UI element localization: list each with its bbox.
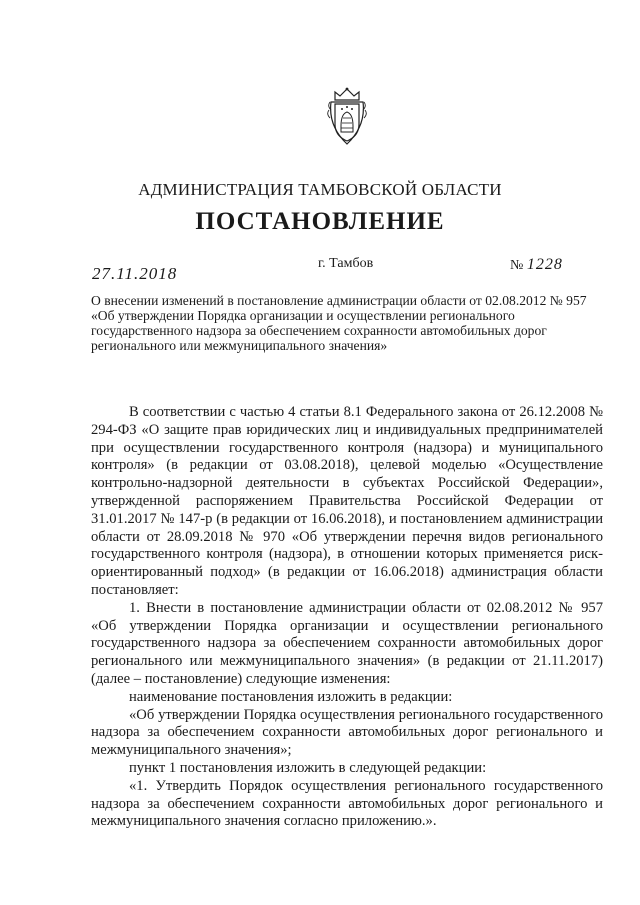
- document-date: 27.11.2018: [92, 264, 178, 283]
- document-subject: О внесении изменений в постановление администрации области от 02.08.2012 № 957 «Об утверждении Порядка организации и осуществлении регионального государственного надзора за обеспечением сохранности автомобильных дорог регионального или межмуниципального значения»: [91, 293, 587, 353]
- paragraph: 1. Внести в постановление администрации области от 02.08.2012 № 957 «Об утверждении Порядка организации и осуществлении регионального государственного надзора за обеспечением сохранности автомобильных дорог регионального или межмуниципального значения» (в редакции от 21.11.2017) (далее – постановление) следующие изменения:: [91, 599, 603, 687]
- number-value: 1228: [526, 256, 563, 273]
- document-number: [510, 256, 563, 274]
- paragraph: «1. Утвердить Порядок осуществления регионального государственного надзора за обеспечением сохранности автомобильных дорог регионального и межмуниципального значения согласно приложению.».: [91, 777, 603, 830]
- paragraph: наименование постановления изложить в редакции:: [129, 688, 453, 705]
- coat-of-arms-icon: [326, 86, 368, 148]
- organization-name: АДМИНИСТРАЦИЯ ТАМБОВСКОЙ ОБЛАСТИ: [138, 180, 502, 199]
- paragraph: пункт 1 постановления изложить в следующей редакции:: [129, 759, 487, 776]
- document-title: ПОСТАНОВЛЕНИЕ: [195, 208, 445, 235]
- document-body: [91, 404, 603, 831]
- document-city: г. Тамбов: [318, 256, 374, 271]
- paragraph: «Об утверждении Порядка осуществления регионального государственного надзора за обеспечением сохранности автомобильных дорог регионального и межмуниципального значения»;: [91, 706, 603, 759]
- number-prefix: №: [510, 258, 524, 273]
- paragraph: В соответствии с частью 4 статьи 8.1 Федерального закона от 26.12.2008 № 294-ФЗ «О защите прав юридических лиц и индивидуальных предпринимателей при осуществлении государственного контроля (надзора) и муниципального контроля» (в редакции от 03.08.2018), целевой моделью «Осуществление контрольно-надзорной деятельности в субъектах Российской Федерации», утвержденной распоряжением Правительства Российской Федерации от 31.01.2017 № 147-р (в редакции от 16.06.2018), и постановлением администрации области от 28.09.2018 № 970 «Об утверждении перечня видов регионального государственного контроля (надзора), в отношении которых применяется риск-ориентированный подход» (в редакции от 16.06.2018) администрация области постановляет:: [91, 404, 603, 598]
